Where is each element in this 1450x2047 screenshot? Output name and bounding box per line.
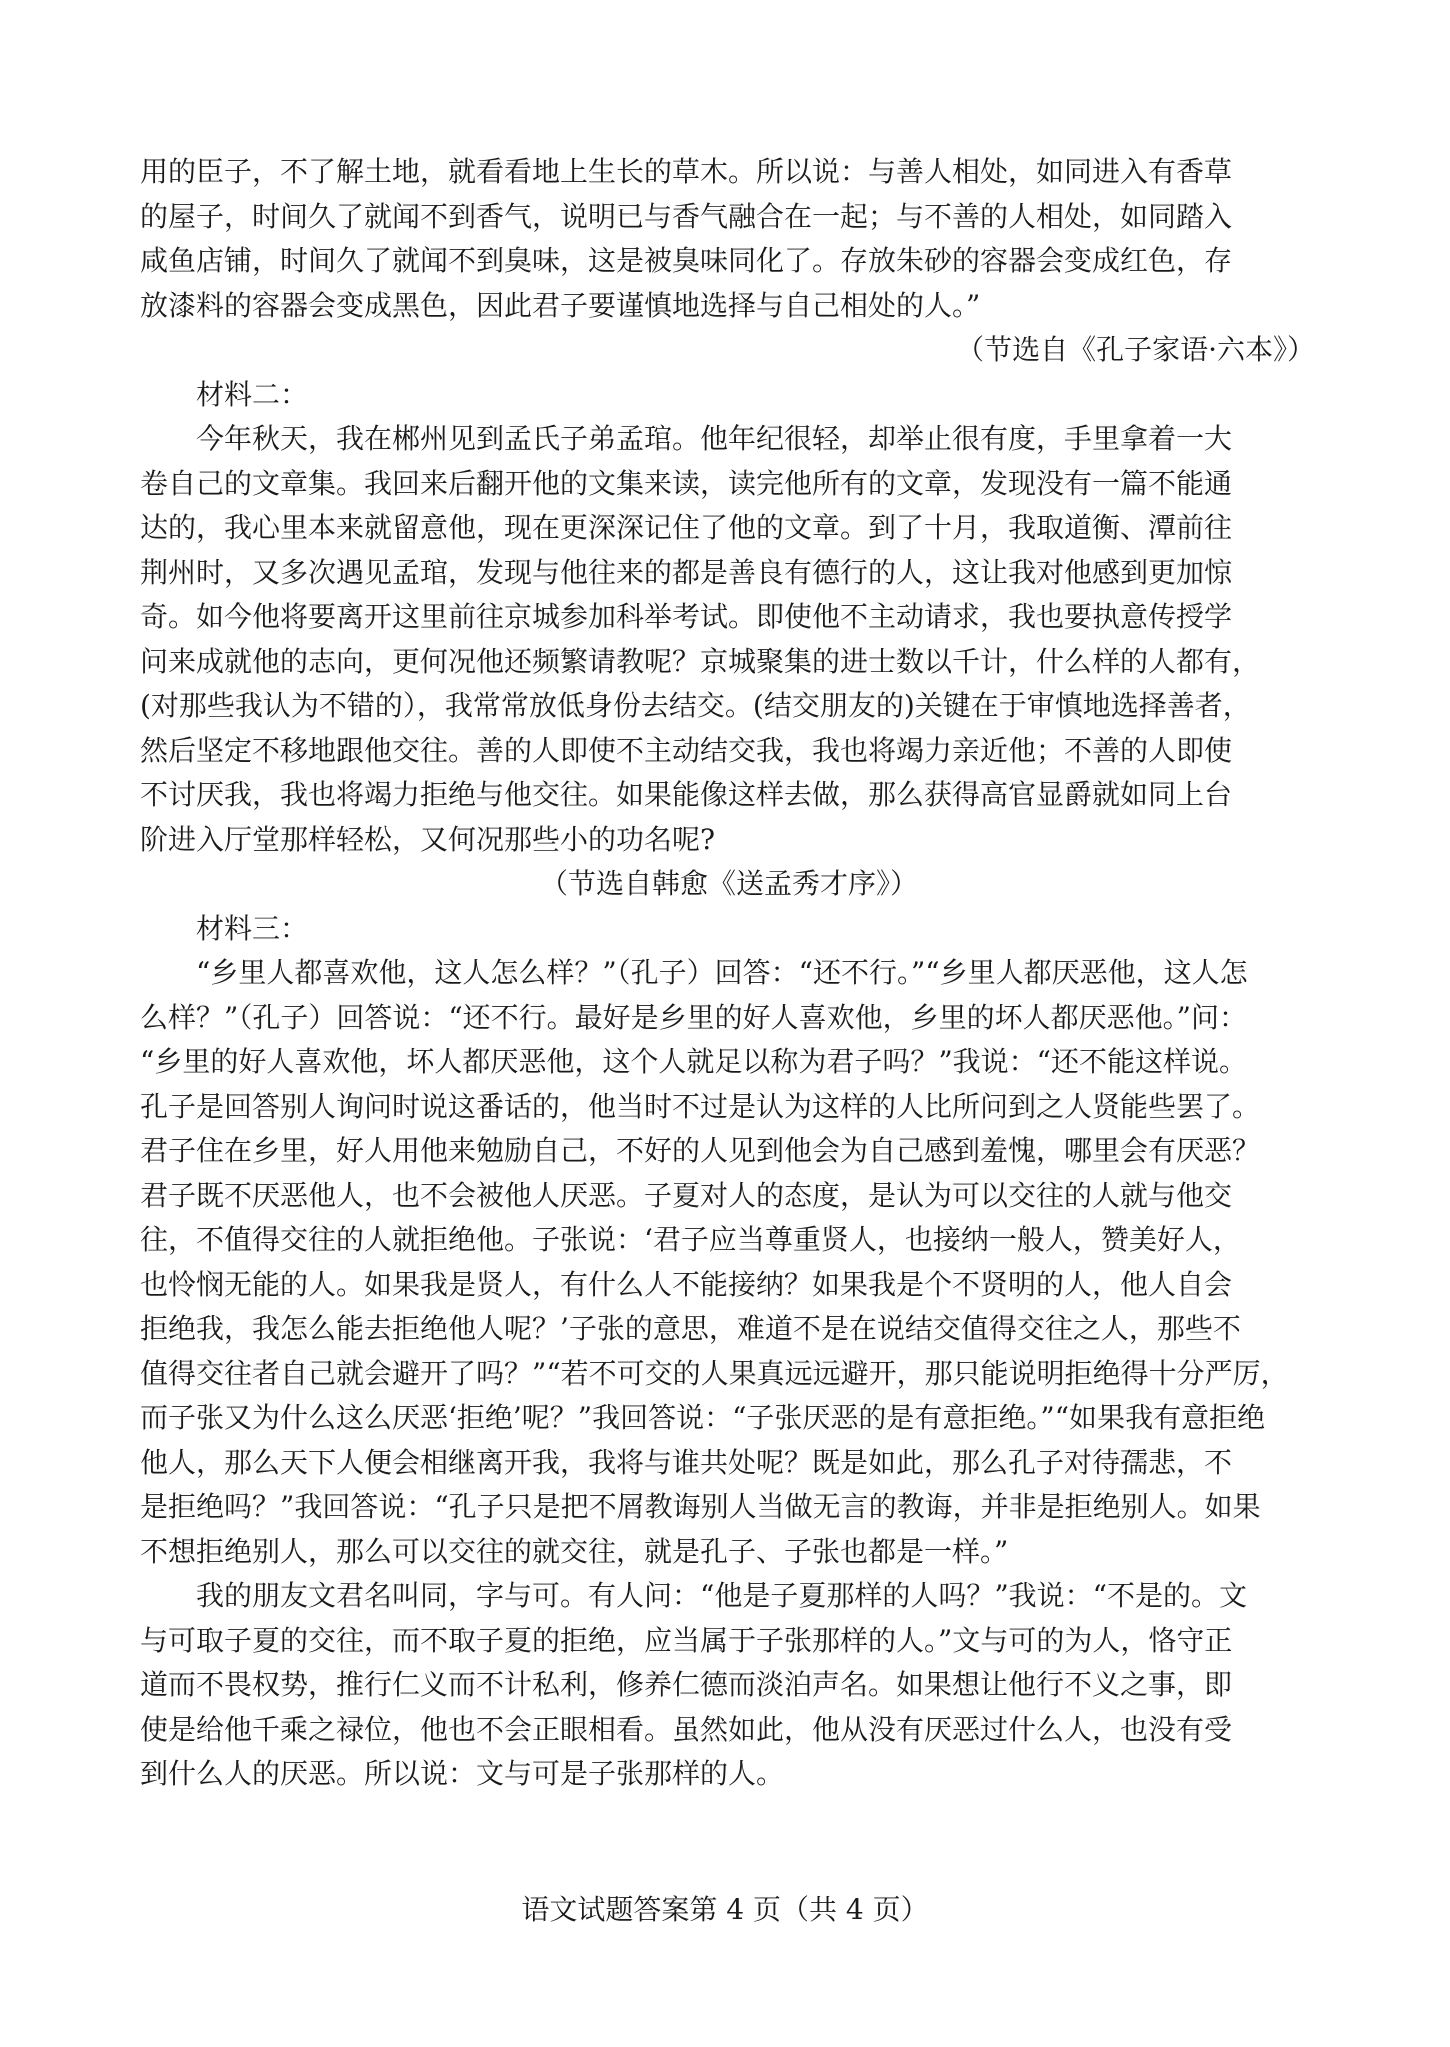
text-line: “乡里的好人喜欢他，坏人都厌恶他，这个人就足以称为君子吗？”我说：“还不能这样说。 bbox=[140, 1045, 1247, 1078]
text-line: 到什么人的厌恶。所以说：文与可是子张那样的人。 bbox=[140, 1757, 785, 1790]
text-line: 不讨厌我，我也将竭力拒绝与他交往。如果能像这样去做，那么获得高官显爵就如同上台 bbox=[140, 778, 1233, 811]
text-line: 么样？”（孔子）回答说：“还不行。最好是乡里的好人喜欢他，乡里的坏人都厌恶他。”问： bbox=[140, 1000, 1247, 1034]
page-footer: 语文试题答案第 4 页（共 4 页） bbox=[521, 1893, 929, 1926]
text-line: 不想拒绝别人，那么可以交往的就交往，就是孔子、子张也都是一样。” bbox=[140, 1534, 1009, 1568]
text-line: 往，不值得交往的人就拒绝他。子张说：‘君子应当尊重贤人，也接纳一般人，赞美好人， bbox=[140, 1223, 1241, 1256]
text-line: 放漆料的容器会变成黑色，因此君子要谨慎地选择与自己相处的人。” bbox=[140, 288, 981, 322]
text-line: 荆州时，又多次遇见孟琯，发现与他往来的都是善良有德行的人，这让我对他感到更加惊 bbox=[140, 555, 1233, 589]
text-line: 也怜悯无能的人。如果我是贤人，有什么人不能接纳？如果我是个不贤明的人，他人自会 bbox=[140, 1267, 1233, 1301]
text-line: 孔子是回答别人询问时说这番话的，他当时不过是认为这样的人比所问到之人贤能些罢了。 bbox=[140, 1089, 1261, 1123]
text-line: 值得交往者自己就会避开了吗？”“若不可交的人果真远远避开，那只能说明拒绝得十分严厉， bbox=[140, 1356, 1289, 1390]
text-line: 达的，我心里本来就留意他，现在更深深记住了他的文章。到了十月，我取道衡、潭前往 bbox=[140, 511, 1233, 544]
text-line: 与可取子夏的交往，而不取子夏的拒绝，应当属于子张那样的人。”文与可的为人，恪守正 bbox=[140, 1623, 1233, 1657]
text-line: 君子住在乡里，好人用他来勉励自己，不好的人见到他会为自己感到羞愧，哪里会有厌恶？ bbox=[140, 1134, 1261, 1167]
text-line: 拒绝我，我怎么能去拒绝他人呢？’子张的意思，难道不是在说结交值得交往之人，那些不 bbox=[140, 1312, 1241, 1345]
text-line: 阶进入厅堂那样轻松，又何况那些小的功名呢? bbox=[140, 822, 716, 856]
text-line: 用的臣子，不了解土地，就看看地上生长的草木。所以说：与善人相处，如同进入有香草 bbox=[140, 155, 1233, 188]
text-line: 的屋子，时间久了就闻不到香气，说明已与香气融合在一起；与不善的人相处，如同踏入 bbox=[140, 199, 1233, 233]
text-line: (对那些我认为不错的），我常常放低身份去结交。(结交朋友的)关键在于审慎地选择善者， bbox=[140, 689, 1251, 722]
text-line: 道而不畏权势，推行仁义而不计私利，修养仁德而淡泊声名。如果想让他行不义之事，即 bbox=[140, 1668, 1233, 1701]
material2-heading: 材料二： bbox=[196, 377, 309, 411]
text-line: “乡里人都喜欢他，这人怎么样？”（孔子）回答：“还不行。”“乡里人都厌恶他，这人怎 bbox=[140, 956, 1248, 989]
text-line: 今年秋天，我在郴州见到孟氏子弟孟琯。他年纪很轻，却举止很有度，手里拿着一大 bbox=[140, 422, 1233, 455]
text-line: 然后坚定不移地跟他交往。善的人即使不主动结交我，我也将竭力亲近他；不善的人即使 bbox=[140, 733, 1233, 767]
text-line: 他人，那么天下人便会相继离开我，我将与谁共处呢？既是如此，那么孔子对待孺悲，不 bbox=[140, 1445, 1233, 1479]
document-body bbox=[140, 150, 1315, 1797]
text-line: 君子既不厌恶他人，也不会被他人厌恶。子夏对人的态度，是认为可以交往的人就与他交 bbox=[140, 1178, 1233, 1212]
text-line: 而子张又为什么这么厌恶‘拒绝’呢？”我回答说：“子张厌恶的是有意拒绝。”“如果我有意拒绝 bbox=[140, 1401, 1266, 1434]
text-line: 奇。如今他将要离开这里前往京城参加科举考试。即使他不主动请求，我也要执意传授学 bbox=[140, 600, 1233, 633]
text-line: 是拒绝吗？”我回答说：“孔子只是把不屑教诲别人当做无言的教诲，并非是拒绝别人。如果 bbox=[140, 1490, 1261, 1523]
text-line: 使是给他千乘之禄位，他也不会正眼相看。虽然如此，他从没有厌恶过什么人，也没有受 bbox=[140, 1712, 1233, 1746]
material2-source: （节选自韩愈《送孟秀才序》） bbox=[540, 867, 919, 900]
text-line: 我的朋友文君名叫同，字与可。有人问：“他是子夏那样的人吗？”我说：“不是的。文 bbox=[140, 1579, 1247, 1612]
text-line: 问来成就他的志向，更何况他还频繁请教呢？京城聚集的进士数以千计，什么样的人都有， bbox=[140, 644, 1261, 678]
text-line: 咸鱼店铺，时间久了就闻不到臭味，这是被臭味同化了。存放朱砂的容器会变成红色，存 bbox=[140, 244, 1233, 277]
text-line: 卷自己的文章集。我回来后翻开他的文集来读，读完他所有的文章，发现没有一篇不能通 bbox=[140, 466, 1233, 500]
material3-heading: 材料三： bbox=[196, 911, 309, 945]
material1-source: （节选自《孔子家语·六本》） bbox=[956, 333, 1315, 366]
